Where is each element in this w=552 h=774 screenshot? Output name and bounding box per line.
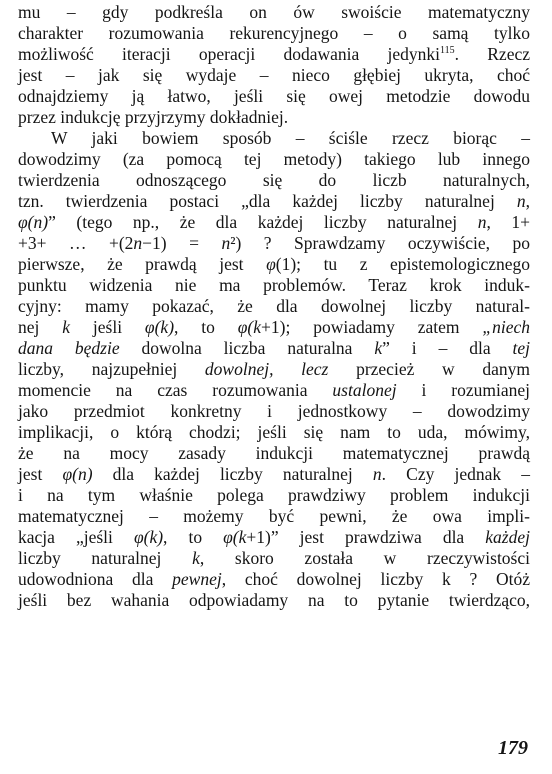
text-line [18,212,530,233]
text-line [18,44,530,65]
text-segment: charakter rozumowania rekurencyjnego – o samą tylko [18,23,530,43]
italic-text: n [133,233,143,253]
text-segment: przecież w danym [328,359,531,379]
italic-text: „niech [482,317,530,337]
text-segment: +3+ … +(2 [18,233,134,253]
italic-text: φ(k) [133,527,164,547]
text-segment: przez indukcję przyjrzymy dokładniej. [18,107,289,127]
italic-text: n [372,464,382,484]
italic-text: n [516,191,526,211]
text-segment: kacja „jeśli [18,527,134,547]
italic-text: k [192,548,200,568]
italic-text: n [477,212,487,232]
text-line [18,422,530,443]
text-segment: pierwsze, że prawdą jest [18,254,267,274]
text-segment: jeśli bez wahania odpowiadamy na to pytanie twierdząco, [18,590,530,610]
text-segment: jako przedmiot konkretny i jednostkowy – dowodzimy [18,401,530,421]
text-line [18,527,530,548]
italic-text: dana będzie [18,338,120,358]
text-segment: ” i – dla [382,338,513,358]
text-line [18,359,530,380]
text-segment: . Rzecz [454,44,530,64]
text-segment: . Czy jednak – [381,464,530,484]
text-line [18,86,530,107]
text-segment: ” (tego np., że dla każdej liczby naturalnej [48,212,478,232]
text-segment: i rozumianej [396,380,530,400]
italic-text: tej [512,338,530,358]
text-segment: , to [163,527,224,547]
text-line [18,401,530,422]
text-line [18,2,530,23]
italic-text: φ(n) [18,212,49,232]
italic-text: φ(n) [62,464,93,484]
italic-text: każdej [485,527,530,547]
text-segment: dowodzimy (za pomocą tej metody) takiego lub innego [18,149,530,169]
text-segment: W jaki bowiem sposób – ściśle rzecz biorąc – [51,128,530,148]
text-line [18,170,530,191]
text-line [18,506,530,527]
text-segment: mu – gdy podkreśla on ów swoiście matematyczny [18,2,530,22]
italic-text: φ(k [237,317,262,337]
text-line [18,191,530,212]
italic-text: dowolnej, lecz [204,359,329,379]
text-segment: twierdzenia odnoszącego się do liczb naturalnych, [18,170,530,190]
text-line [18,23,530,44]
text-line [18,149,530,170]
text-line [18,380,530,401]
text-segment: dla każdej liczby naturalnej [92,464,373,484]
text-segment: −1) = [142,233,222,253]
text-segment: , [525,191,530,211]
text-segment: ²) ? Sprawdzamy oczywiście, po [230,233,530,253]
footnote-marker: 115 [440,45,455,56]
text-segment: udowodniona dla [18,569,173,589]
text-segment: jest – jak się wydaje – nieco głębiej ukryta, choć [18,65,530,85]
body-text [18,2,530,611]
text-segment: jest [18,464,63,484]
text-segment: nej [18,317,63,337]
text-segment: momencie na czas rozumowania [18,380,333,400]
text-segment: , skoro została w rzeczywistości [199,548,530,568]
page-number: 179 [498,737,528,759]
text-segment: jeśli [70,317,145,337]
text-line [18,233,530,254]
text-line [18,548,530,569]
italic-text: φ(k [223,527,247,547]
text-segment: +1)” jest prawdziwa dla [246,527,486,547]
text-line [18,443,530,464]
text-line [18,254,530,275]
text-line [18,65,530,86]
text-line [18,485,530,506]
text-line [18,128,530,149]
text-line [18,275,530,296]
text-segment: , choć dowolnej liczby k ? Otóż [221,569,530,589]
text-line [18,569,530,590]
text-segment: punktu widzenia nie ma problemów. Teraz krok induk- [18,275,530,295]
text-segment: że na mocy zasady indukcji matematycznej prawdą [18,443,530,463]
text-segment: (1); tu z epistemologicznego [275,254,530,274]
text-segment: cyjny: mamy pokazać, że dla dowolnej liczby natural- [18,296,530,316]
text-segment: i na tym właśnie polega prawdziwy problem indukcji [18,485,530,505]
text-line [18,464,530,485]
text-segment: , to [174,317,238,337]
italic-text: φ(k) [144,317,175,337]
italic-text: pewnej [172,569,222,589]
text-line [18,317,530,338]
italic-text: φ [266,254,276,274]
text-segment: odnajdziemy ją łatwo, jeśli się owej metodzie dowodu [18,86,530,106]
italic-text: k [374,338,383,358]
text-segment: tzn. twierdzenia postaci „dla każdej liczby naturalnej [18,191,517,211]
text-line [18,107,530,128]
text-segment: implikacji, o którą chodzi; jeśli się nam to uda, mówimy, [18,422,530,442]
text-segment: +1); powiadamy zatem [261,317,483,337]
text-segment: liczby, najzupełniej [18,359,205,379]
text-segment: liczby naturalnej [18,548,193,568]
italic-text: ustalonej [332,380,397,400]
italic-text: n [221,233,231,253]
text-segment: dowolna liczba naturalna [119,338,375,358]
text-segment: , 1+ [486,212,531,232]
italic-text: k [62,317,71,337]
text-segment: matematycznej – możemy być pewni, że owa impli- [18,506,530,526]
text-segment: możliwość iteracji operacji dodawania jedynki [18,44,440,64]
text-line [18,338,530,359]
text-line [18,296,530,317]
text-line [18,590,530,611]
